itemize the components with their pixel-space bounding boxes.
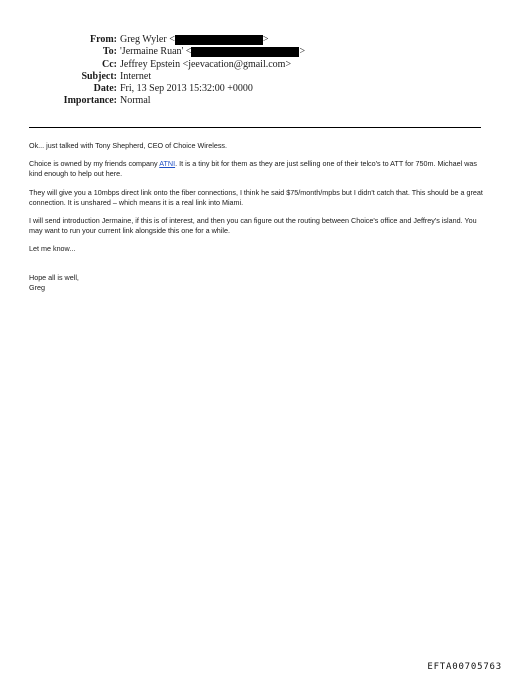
importance-value: Normal: [120, 95, 151, 107]
subject-row: [30, 71, 305, 83]
body-paragraph-3: They will give you a 10mbps direct link onto the fiber connections, I think he said $75/month/mpbs but I didn't catch that. This should be a great connection. It is unshared – which means it is a real link into Miami.: [29, 187, 483, 207]
signature-line-2: Greg: [29, 282, 45, 292]
atni-link[interactable]: ATNI: [159, 159, 176, 169]
importance-row: [30, 95, 305, 107]
email-body: [29, 141, 485, 293]
from-row: [30, 34, 305, 46]
bates-number: EFTA00705763: [427, 662, 502, 672]
date-value: Fri, 13 Sep 2013 15:32:00 +0000: [120, 83, 253, 95]
body-paragraph-4: I will send introduction Jermaine, if this is of interest, and then you can figure out the routing between Choice's office and Jeffrey's island. You may want to run your current link alongside this one for a while.: [29, 216, 477, 236]
from-value: [120, 34, 268, 46]
to-label: To:: [102, 46, 117, 58]
subject-value: Internet: [120, 70, 152, 82]
body-paragraph-2-start: Choice is owned by my friends company: [29, 159, 160, 169]
email-header: [30, 34, 305, 108]
to-tail: >: [299, 46, 306, 58]
body-paragraph-5: Let me know...: [29, 244, 76, 254]
subject-label: Subject:: [81, 70, 117, 82]
signature-line-1: Hope all is well,: [29, 272, 79, 282]
from-name: Greg Wyler <: [120, 34, 175, 45]
date-label: Date:: [93, 83, 117, 95]
to-name: 'Jermaine Ruan' <: [120, 46, 192, 58]
from-label: From:: [89, 34, 117, 45]
to-value: [120, 46, 305, 58]
cc-row: [30, 59, 305, 71]
cc-value: Jeffrey Epstein <jeevacation@gmail.com>: [120, 58, 292, 70]
importance-label: Importance:: [63, 95, 117, 107]
to-row: [30, 46, 305, 58]
to-email-redaction: [191, 47, 299, 57]
body-paragraph-1: Ok... just talked with Tony Shepherd, CEO of Choice Wireless.: [29, 141, 228, 150]
date-row: [30, 83, 305, 95]
from-email-redaction: [175, 35, 263, 45]
body-paragraph-2-end: . It is a tiny bit for them as they are just selling one of their telco's to ATT for 750m. Michael was kind enough to help out here.: [29, 159, 477, 179]
header-divider: [29, 127, 481, 128]
body-paragraph-2: [29, 159, 485, 179]
from-tail: >: [262, 34, 269, 45]
cc-label: Cc:: [102, 58, 117, 70]
